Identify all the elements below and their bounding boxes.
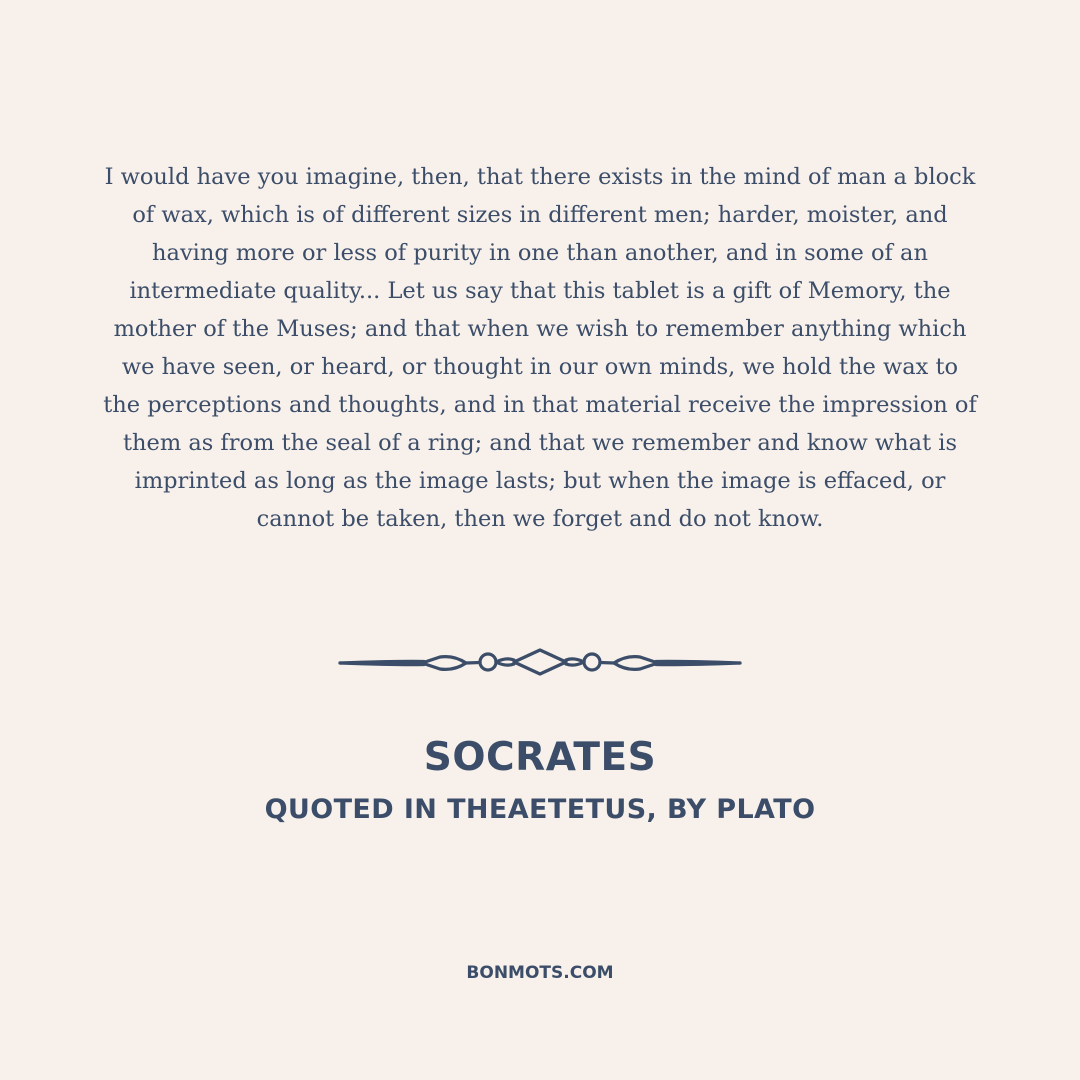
ornamental-divider-icon (336, 646, 744, 680)
site-link[interactable]: BONMOTS.COM (466, 963, 614, 983)
quote-source: QUOTED IN THEAETETUS, BY PLATO (264, 794, 816, 825)
author-name: SOCRATES (423, 735, 657, 780)
quote-text: I would have you imagine, then, that there exists in the mind of man a block of wax, which is of different sizes in different men; harder, moister, and having more or less of purity in one than another, and in some of an intermediate quality... Let us say that this tablet is a gift of Memory, the mother of the Muses; and that when we wish to remember anything which we have seen, or heard, or thought in our own minds, we hold the wax to the perceptions and thoughts, and in that material receive the impression of them as from the seal of a ring; and that we remember and know what is imprinted as long as the image lasts; but when the image is effaced, or cannot be taken, then we forget and do not know. (103, 164, 977, 532)
